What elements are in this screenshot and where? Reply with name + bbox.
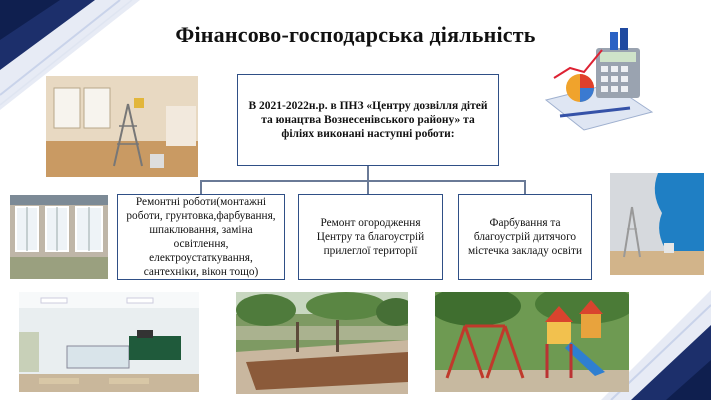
root-box	[237, 74, 499, 166]
connector-branch-3	[524, 180, 526, 194]
photo-finance-calculator	[540, 28, 656, 132]
connector-branch-2	[367, 180, 369, 194]
connector-horizontal	[200, 180, 525, 182]
photo-wall-painting	[610, 173, 704, 275]
branch-box-text: Фарбування та благоустрій дитячого містечка закладу освіти	[467, 217, 583, 257]
photo-playground	[435, 292, 629, 392]
photo-landscaping	[236, 292, 408, 394]
branch-box-text: Ремонтні роботи(монтажні роботи, грунтовка,фарбування, шпаклювання, заміна освітлення, електроустаткування, сантехніки, вікон тощо)	[126, 196, 276, 278]
branch-box-playground	[458, 194, 592, 280]
branch-box-fence	[298, 194, 443, 280]
root-box-text: В 2021-2022н.р. в ПНЗ «Центру дозвілля дітей та юнацтва Вознесенівського району» та філіях виконані наступні роботи:	[248, 100, 488, 140]
photo-room-renovation	[46, 76, 198, 177]
connector-branch-1	[200, 180, 202, 194]
branch-box-repairs	[117, 194, 285, 280]
page-title: Фінансово-господарська діяльність	[175, 22, 536, 47]
photo-classroom	[19, 292, 199, 392]
connector-root-down	[367, 166, 369, 180]
branch-box-text: Ремонт огородження Центру та благоустрій прилеглої території	[316, 217, 425, 257]
photo-building-windows	[10, 195, 108, 279]
